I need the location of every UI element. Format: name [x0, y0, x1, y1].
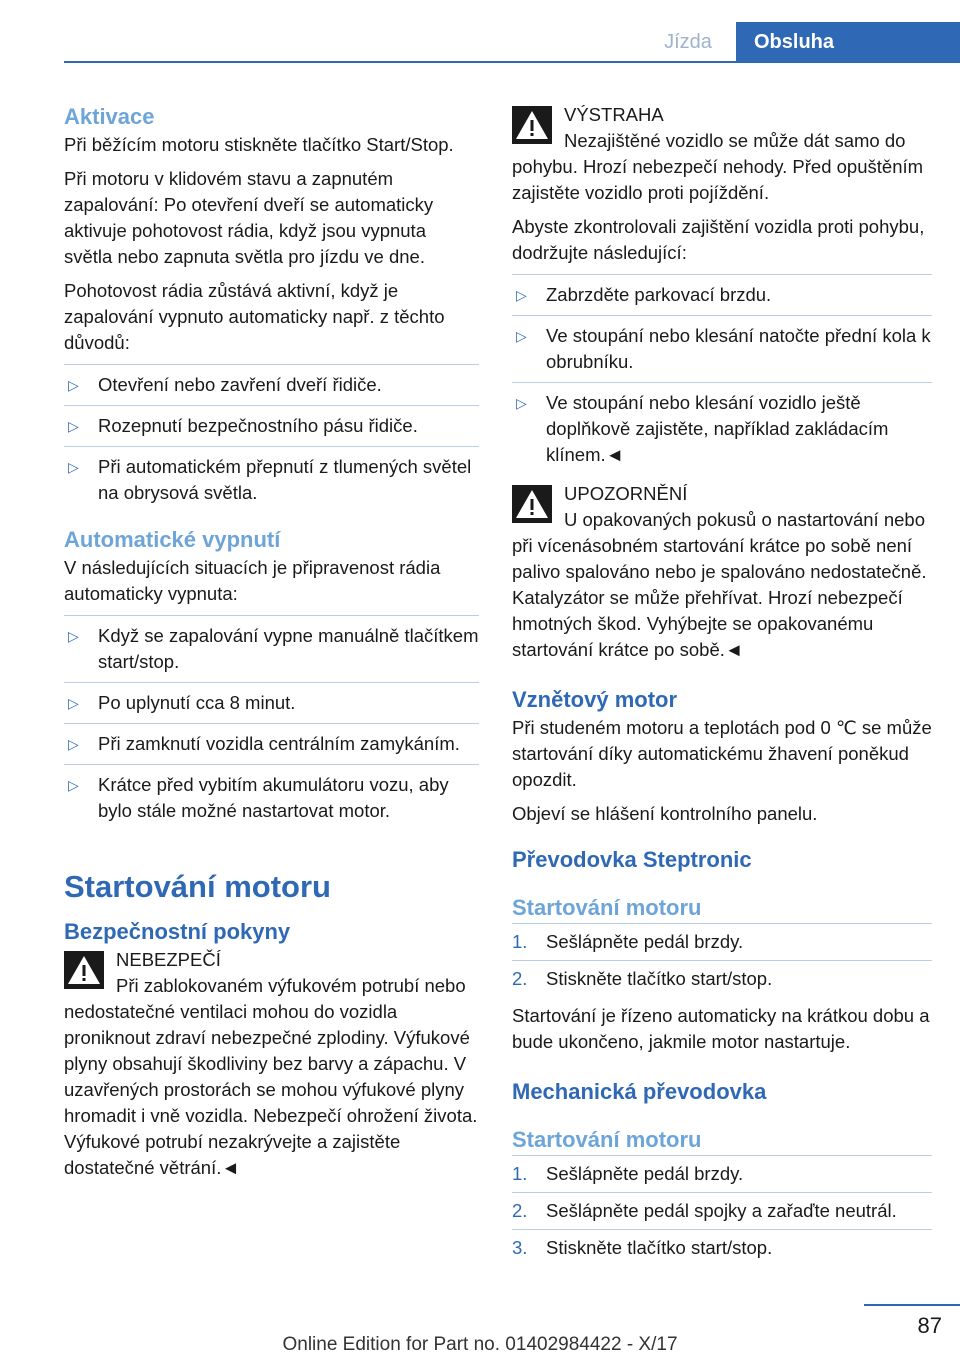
triangle-bullet-icon: ▷ [68, 736, 79, 752]
step-number: 3. [512, 1237, 528, 1258]
list-item-text: Při zamknutí vozidla centrálním zamykáním. [98, 733, 460, 754]
list-item [64, 406, 479, 447]
list-item [64, 724, 479, 765]
header-tab-jizda[interactable]: Jízda [664, 31, 712, 53]
list-item-text: Rozepnutí bezpečnostního pásu řidiče. [98, 415, 418, 436]
check-list [512, 274, 932, 475]
aktivace-heading: Aktivace [64, 104, 155, 129]
step-text: Stiskněte tlačítko start/stop. [546, 1237, 773, 1258]
step-text: Sešlápněte pedál spojky a zařaďte neutrál. [546, 1200, 897, 1221]
steptronic-steps [512, 923, 932, 997]
list-item [64, 765, 479, 831]
notice-text: U opakovaných pokusů o nastartování nebo při vícenásobném startování krátce po sobě není palivo spalováno nebo je spalováno nedostatečně. Katalyzátor se může přehřívat. Hrozí nebezpečí hmotných škod. Vyhýbejte se opakovanému startování krátce po sobě.◄ [512, 509, 927, 660]
warning-triangle-icon [512, 106, 552, 144]
right-column [512, 102, 932, 1272]
aktivace-paragraph-3: Pohotovost rádia zůstává aktivní, když je zapalování vypnuto automaticky např. z těchto důvodů: [64, 280, 445, 353]
step-text: Sešlápněte pedál brzdy. [546, 1163, 744, 1184]
list-item [64, 615, 479, 683]
danger-label: NEBEZPEČÍ [116, 949, 221, 970]
steptronic-heading: Převodovka Steptronic [512, 847, 752, 872]
warning-label: VÝSTRAHA [564, 104, 664, 125]
list-item [64, 447, 479, 513]
check-paragraph: Abyste zkontrolovali zajištění vozidla proti pohybu, dodržujte následující: [512, 216, 925, 263]
list-item-text: Otevření nebo zavření dveří řidiče. [98, 374, 382, 395]
safety-heading: Bezpečnostní pokyny [64, 919, 291, 944]
aktivace-paragraph-1: Při běžícím motoru stiskněte tlačítko Start/Stop. [64, 134, 454, 155]
list-item [512, 274, 932, 316]
triangle-bullet-icon: ▷ [68, 695, 79, 711]
header-tab-obsluha[interactable]: Obsluha [736, 22, 960, 62]
list-item [512, 1155, 932, 1193]
triangle-bullet-icon: ▷ [516, 287, 527, 303]
triangle-bullet-icon: ▷ [516, 328, 527, 344]
vypnuti-list [64, 615, 479, 831]
manual-subheading: Startování motoru [512, 1127, 702, 1152]
page-number: 87 [917, 1313, 942, 1338]
warning-notice [512, 102, 932, 206]
step-number: 2. [512, 968, 528, 989]
list-item-text: Ve stoupání nebo klesání vozidlo ještě doplňkově zajistěte, například zakládacím klínem.◄ [546, 392, 889, 465]
step-number: 2. [512, 1200, 528, 1221]
warning-triangle-icon [512, 485, 552, 523]
list-item [512, 961, 932, 997]
danger-notice [64, 947, 479, 1181]
triangle-bullet-icon: ▷ [516, 395, 527, 411]
list-item [512, 923, 932, 961]
notice-label: UPOZORNĚNÍ [564, 483, 688, 504]
step-number: 1. [512, 1163, 528, 1184]
manual-heading: Mechanická převodovka [512, 1079, 767, 1104]
step-number: 1. [512, 931, 528, 952]
aktivace-paragraph-2: Při motoru v klidovém stavu a zapnutém zapalování: Po otevření dveří se automaticky aktivuje pohotovost rádia, když jsou vypnuta světla nebo zapnuta světla pro jízdu ve dne. [64, 168, 434, 267]
list-item-text: Když se zapalování vypne manuálně tlačítkem start/stop. [98, 625, 479, 672]
list-item-text: Zabrzděte parkovací brzdu. [546, 284, 772, 305]
warning-triangle-icon [64, 951, 104, 989]
footer-edition: Online Edition for Part no. 01402984422 - X/17 [282, 1334, 678, 1355]
vypnuti-paragraph: V následujících situacích je připravenost rádia automaticky vypnuta: [64, 557, 441, 604]
steptronic-subheading: Startování motoru [512, 895, 702, 920]
list-item-text: Po uplynutí cca 8 minut. [98, 692, 296, 713]
list-item [512, 1230, 932, 1266]
list-item [64, 364, 479, 406]
triangle-bullet-icon: ▷ [68, 418, 79, 434]
diesel-heading: Vznětový motor [512, 687, 678, 712]
list-item [512, 1193, 932, 1230]
danger-text: Při zablokovaném výfukovém potrubí nebo nedostatečné ventilaci mohou do vozidla proniknout zdraví nebezpečné zplodiny. Výfukové plyny obsahují škodliviny bez barvy a zápachu. V uzavřených prostorách se mohou výfukové plyny hromadit i vně vozidla. Nebezpečí ohrožení života. Výfukové potrubí nezakrývejte a zajistěte dostatečné větrání.◄ [64, 975, 478, 1178]
triangle-bullet-icon: ▷ [68, 459, 79, 475]
header-rule [64, 61, 960, 63]
aktivace-list [64, 364, 479, 513]
triangle-bullet-icon: ▷ [68, 777, 79, 793]
vypnuti-heading: Automatické vypnutí [64, 527, 281, 552]
triangle-bullet-icon: ▷ [68, 377, 79, 393]
step-text: Sešlápněte pedál brzdy. [546, 931, 744, 952]
diesel-paragraph-1: Při studeném motoru a teplotách pod 0 ℃ se může startování díky automatickému žhavení poněkud opozdit. [512, 717, 932, 790]
notice-box [512, 481, 932, 663]
warning-text: Nezajištěné vozidlo se může dát samo do pohybu. Hrozí nebezpečí nehody. Před opuštěním zajistěte vozidlo proti pojíždění. [512, 130, 924, 203]
manual-steps [512, 1155, 932, 1266]
list-item-text: Krátce před vybitím akumulátoru vozu, aby bylo stále možné nastartovat motor. [98, 774, 449, 821]
steptronic-paragraph: Startování je řízeno automaticky na krátkou dobu a bude ukončeno, jakmile motor nastartuje. [512, 1005, 930, 1052]
triangle-bullet-icon: ▷ [68, 628, 79, 644]
left-column [64, 102, 479, 1189]
list-item-text: Při automatickém přepnutí z tlumených světel na obrysová světla. [98, 456, 472, 503]
list-item [64, 683, 479, 724]
list-item [512, 383, 932, 475]
diesel-paragraph-2: Objeví se hlášení kontrolního panelu. [512, 803, 818, 824]
footer-rule [864, 1304, 960, 1306]
chapter-title: Startování motoru [64, 869, 331, 904]
list-item-text: Ve stoupání nebo klesání natočte přední kola k obrubníku. [546, 325, 931, 372]
step-text: Stiskněte tlačítko start/stop. [546, 968, 773, 989]
list-item [512, 316, 932, 383]
